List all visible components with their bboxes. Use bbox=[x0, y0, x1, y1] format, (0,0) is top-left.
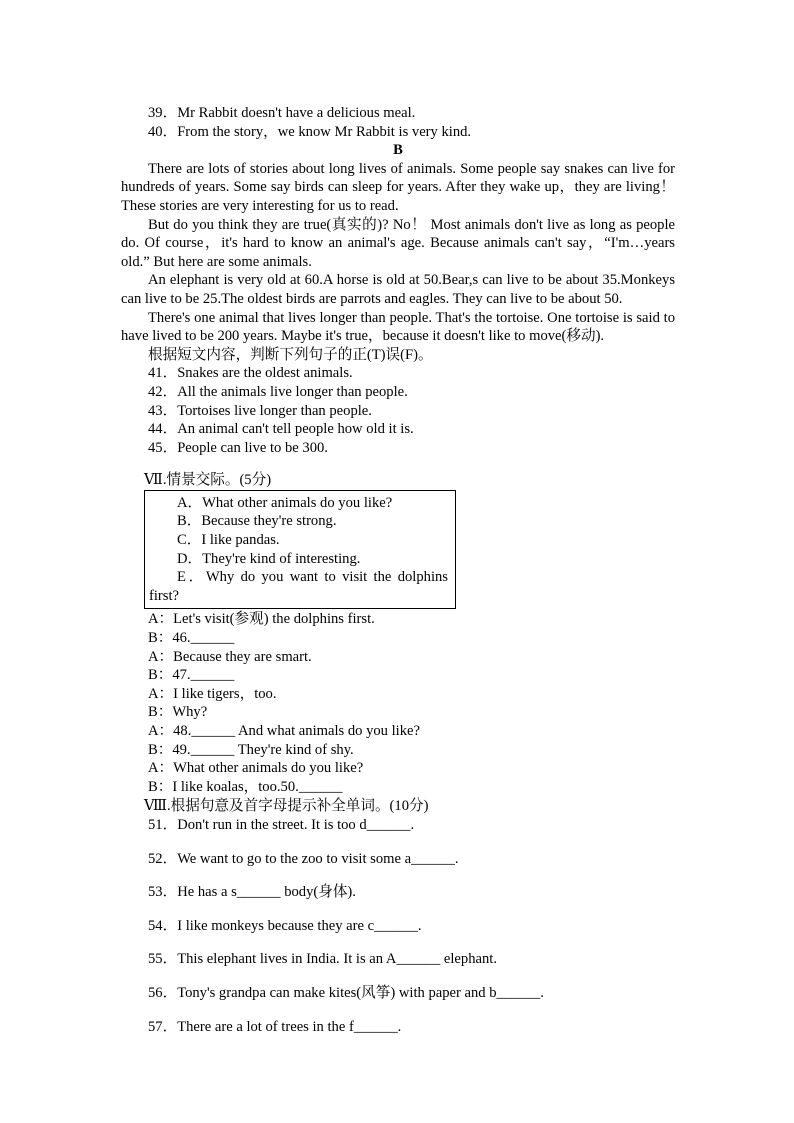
dialogue-line-5: A：I like tigers，too. bbox=[148, 685, 277, 702]
option-b: B．Because they're strong. bbox=[177, 513, 337, 530]
passage-paragraph-4: There's one animal that lives longer than people. That's the tortoise. One tortoise is said to have lived to be 200 years. Maybe it's true，because it doesn't like to move(移动). bbox=[121, 309, 675, 345]
dialogue-line-4: B：47.______ bbox=[148, 667, 235, 684]
option-d: D．They're kind of interesting. bbox=[177, 550, 361, 567]
question-44: 44．An animal can't tell people how old it is. bbox=[148, 421, 414, 438]
dialogue-line-8: B：49.______ They're kind of shy. bbox=[148, 741, 354, 758]
dialogue-line-10: B：I like koalas，too.50.______ bbox=[148, 778, 343, 795]
fill-item-54: 54．I like monkeys because they are c______. bbox=[148, 917, 422, 934]
true-false-instruction: 根据短文内容，判断下列句子的正(T)误(F)。 bbox=[148, 346, 433, 363]
question-42: 42．All the animals live longer than people. bbox=[148, 383, 408, 400]
passage-b-heading: B bbox=[393, 142, 403, 159]
fill-item-53: 53．He has a s______ body(身体). bbox=[148, 884, 356, 901]
question-39: 39．Mr Rabbit doesn't have a delicious meal. bbox=[148, 105, 416, 121]
fill-item-56: 56．Tony's grandpa can make kites(风筝) with paper and b______. bbox=[148, 984, 544, 1001]
dialogue-line-2: B：46.______ bbox=[148, 630, 235, 647]
option-c: C．I like pandas. bbox=[177, 532, 280, 549]
dialogue-line-6: B：Why? bbox=[148, 704, 208, 721]
passage-paragraph-3: An elephant is very old at 60.A horse is old at 50.Bear,s can live to be about 35.Monkeys can live to be 25.The oldest birds are parrots and eagles. They can live to be about 50. bbox=[121, 272, 675, 307]
fill-item-57: 57．There are a lot of trees in the f______. bbox=[148, 1018, 402, 1035]
passage-paragraph-1: There are lots of stories about long lives of animals. Some people say snakes can live for hundreds of years. Some say birds can sleep for years. After they wake up，they are living！ These stories are very interesting for us to read. bbox=[121, 160, 675, 214]
dialogue-line-7: A：48.______ And what animals do you like? bbox=[148, 723, 420, 739]
option-e: E．Why do you want to visit the dolphins first? bbox=[149, 569, 448, 604]
dialogue-line-9: A：What other animals do you like? bbox=[148, 760, 364, 777]
section-8-title: Ⅷ.根据句意及首字母提示补全单词。(10分) bbox=[144, 798, 429, 815]
dialogue-line-3: A：Because they are smart. bbox=[148, 648, 312, 665]
options-box bbox=[144, 490, 456, 610]
fill-item-51: 51．Don't run in the street. It is too d______. bbox=[148, 816, 415, 833]
passage-paragraph-2: But do you think they are true(真实的)? No！ Most animals don't live as long as people do. Of course，it's hard to know an animal's age. Because animals can't say，“I'm…years old.” But here are some animals. bbox=[121, 216, 675, 270]
question-45: 45．People can live to be 300. bbox=[148, 439, 328, 456]
question-40: 40．From the story，we know Mr Rabbit is very kind. bbox=[148, 123, 472, 140]
section-7-title: Ⅶ.情景交际。(5分) bbox=[144, 472, 272, 489]
fill-item-55: 55．This elephant lives in India. It is an A______ elephant. bbox=[148, 951, 497, 968]
dialogue-line-1: A：Let's visit(参观) the dolphins first. bbox=[148, 611, 375, 628]
question-41: 41．Snakes are the oldest animals. bbox=[148, 365, 353, 382]
fill-item-52: 52．We want to go to the zoo to visit some a______. bbox=[148, 850, 459, 867]
option-a: A．What other animals do you like? bbox=[177, 494, 393, 511]
question-43: 43．Tortoises live longer than people. bbox=[148, 402, 372, 419]
